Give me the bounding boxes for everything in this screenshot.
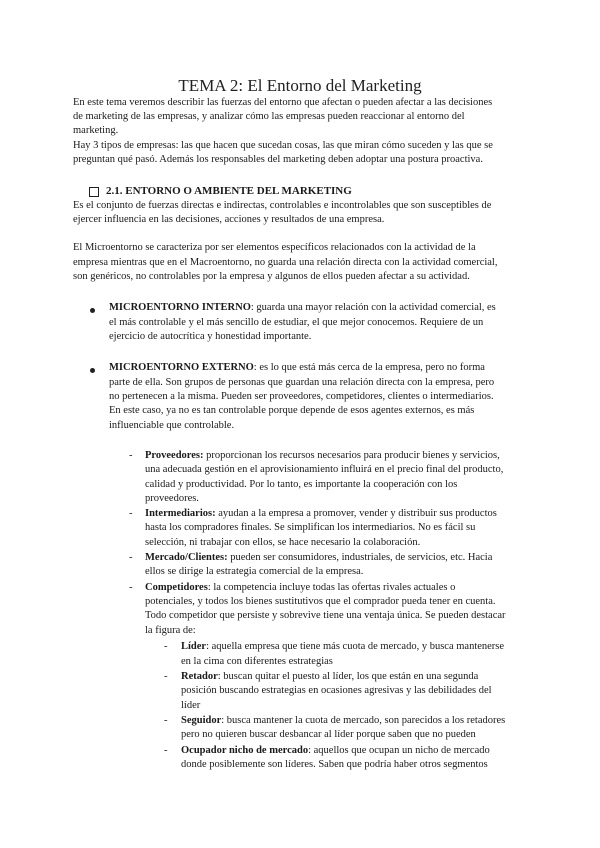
- dash-item-line: ellos se dirige la estrategia comercial de la empresa.: [145, 566, 364, 577]
- intro-line: marketing.: [73, 125, 119, 136]
- dash-term: Intermediarios:: [145, 508, 216, 519]
- dash-text: pueden ser consumidores, industriales, de servicios, etc. Hacia: [227, 552, 493, 563]
- checkbox-icon[interactable]: [89, 187, 99, 197]
- bullet-item-line: parte de ella. Son grupos de personas que guardan una relación directa con la empresa, pero: [109, 377, 495, 388]
- subitem-term: Líder: [181, 641, 207, 652]
- subitem-line: posición buscando estrategias en ocasiones agresivas y las debilidades del: [181, 685, 492, 696]
- dash-item-line: calidad y productividad. Por lo tanto, es importante la cooperación con los: [145, 479, 458, 490]
- subitem-line: líder: [181, 700, 201, 711]
- micro-para-line: empresa mientras que en el Macroentorno, no guarda una relación directa con la actividad comercial,: [73, 257, 498, 268]
- dash-item-line: Todo competidor que persiste y sobrevive tiene una ventaja única. Se pueden destacar: [145, 610, 506, 621]
- intro-line: Hay 3 tipos de empresas: las que hacen que sucedan cosas, las que miran cómo suceden y las que se: [73, 140, 493, 151]
- subitem-line: [181, 670, 478, 684]
- dash-item-line: hasta los compradores finales. Se simplifican los intermediarios. No es fácil su: [145, 522, 476, 533]
- dash-term: Proveedores:: [145, 450, 204, 461]
- bullet-term: MICROENTORNO INTERNO: [109, 302, 251, 313]
- dash-item-line: la figura de:: [145, 625, 196, 636]
- page-title: TEMA 2: El Entorno del Marketing: [178, 76, 422, 95]
- dash-marker: -: [129, 552, 133, 563]
- bullet-item-line: ejercicio de autocrítica y honestidad importante.: [109, 331, 312, 342]
- dash-item-line: [145, 507, 497, 521]
- dash-item-line: [145, 581, 455, 595]
- dash-text: ayudan a la empresa a promover, vender y distribuir sus productos: [215, 508, 497, 519]
- section-heading: 2.1. ENTORNO O AMBIENTE DEL MARKETING: [106, 185, 352, 197]
- dash-marker: -: [164, 715, 168, 726]
- dash-marker: -: [129, 450, 133, 461]
- micro-para-line: son genéricos, no controlables por la empresa y algunos de ellos pueden afectar a su actividad.: [73, 271, 470, 282]
- dash-marker: -: [129, 582, 133, 593]
- bullet-term: MICROENTORNO EXTERNO: [109, 362, 254, 373]
- bullet-item-line: [109, 361, 485, 375]
- bullet-icon: [90, 368, 95, 373]
- bullet-item-line: [109, 301, 496, 315]
- dash-term: Mercado/Clientes:: [145, 552, 228, 563]
- subitem-line: [181, 714, 505, 728]
- dash-item-line: potenciales, y todos los bienes sustitutivos que el comprador pueda tener en cuenta.: [145, 596, 496, 607]
- bullet-item-line: el más controlable y el más sencillo de estudiar, el que mejor conocemos. Requiere de un: [109, 317, 484, 328]
- bullet-item-line: En este caso, ya no es tan controlable porque depende de esos agentes externos, es más: [109, 405, 475, 416]
- subitem-text: : buscan quitar el puesto al líder, los que están en una segunda: [217, 671, 479, 682]
- subitem-text: : aquella empresa que tiene más cuota de mercado, y busca mantenerse: [206, 641, 505, 652]
- dash-item-line: una adecuada gestión en el aprovisionamiento influirá en el precio final del producto,: [145, 464, 504, 475]
- dash-marker: -: [164, 671, 168, 682]
- subitem-line: [181, 640, 504, 654]
- subitem-term: Ocupador nicho de mercado: [181, 745, 309, 756]
- subitem-line: pero no quieren buscar desbancar al líder porque saben que no pueden: [181, 729, 476, 740]
- subitem-line: donde posiblemente son líderes. Saben que podría haber otros segmentos: [181, 759, 488, 770]
- dash-marker: -: [164, 641, 168, 652]
- subitem-line: en la cima con diferentes estrategias: [181, 656, 333, 667]
- dash-item-line: [145, 551, 492, 565]
- intro-line: preguntan qué pasó. Además los responsables del marketing deben adoptar una postura proactiva.: [73, 154, 483, 165]
- bullet-text: : guarda una mayor relación con la actividad comercial, es: [250, 302, 496, 313]
- subitem-term: Seguidor: [181, 715, 222, 726]
- subitem-text: : busca mantener la cuota de mercado, son parecidos a los retadores: [221, 715, 506, 726]
- bullet-item-line: influenciable que controlable.: [109, 420, 235, 431]
- bullet-text: : es lo que está más cerca de la empresa, pero no forma: [253, 362, 485, 373]
- dash-item-line: [145, 449, 500, 463]
- dash-marker: -: [129, 508, 133, 519]
- dash-item-line: proveedores.: [145, 493, 199, 504]
- section-para-line: Es el conjunto de fuerzas directas e indirectas, controlables e incontrolables que son susceptibles de: [73, 200, 492, 211]
- subitem-text: : aquellos que ocupan un nicho de mercado: [308, 745, 490, 756]
- section-para-line: ejercer influencia en las decisiones, acciones y resultados de una empresa.: [73, 214, 385, 225]
- subitem-term: Retador: [181, 671, 218, 682]
- dash-text: proporcionan los recursos necesarios para producir bienes y servicios,: [203, 450, 500, 461]
- dash-item-line: selección, ni trabajar con ellos, se hace necesario la colaboración.: [145, 537, 421, 548]
- dash-term: Competidores: [145, 582, 208, 593]
- bullet-icon: [90, 308, 95, 313]
- micro-para-line: El Microentorno se caracteriza por ser elementos específicos relacionados con la actividad de la: [73, 242, 476, 253]
- dash-text: : la competencia incluye todas las ofertas rivales actuales o: [207, 582, 456, 593]
- subitem-line: [181, 744, 490, 758]
- intro-line: En este tema veremos describir las fuerzas del entorno que afectan o pueden afectar a las decisiones: [73, 97, 493, 108]
- bullet-item-line: no pertenecen a la misma. Pueden ser proveedores, competidores, clientes o intermediarios.: [109, 391, 494, 402]
- dash-marker: -: [164, 745, 168, 756]
- intro-line: de marketing de las empresas, y analizar cómo las empresas pueden reaccionar al entorno del: [73, 111, 465, 122]
